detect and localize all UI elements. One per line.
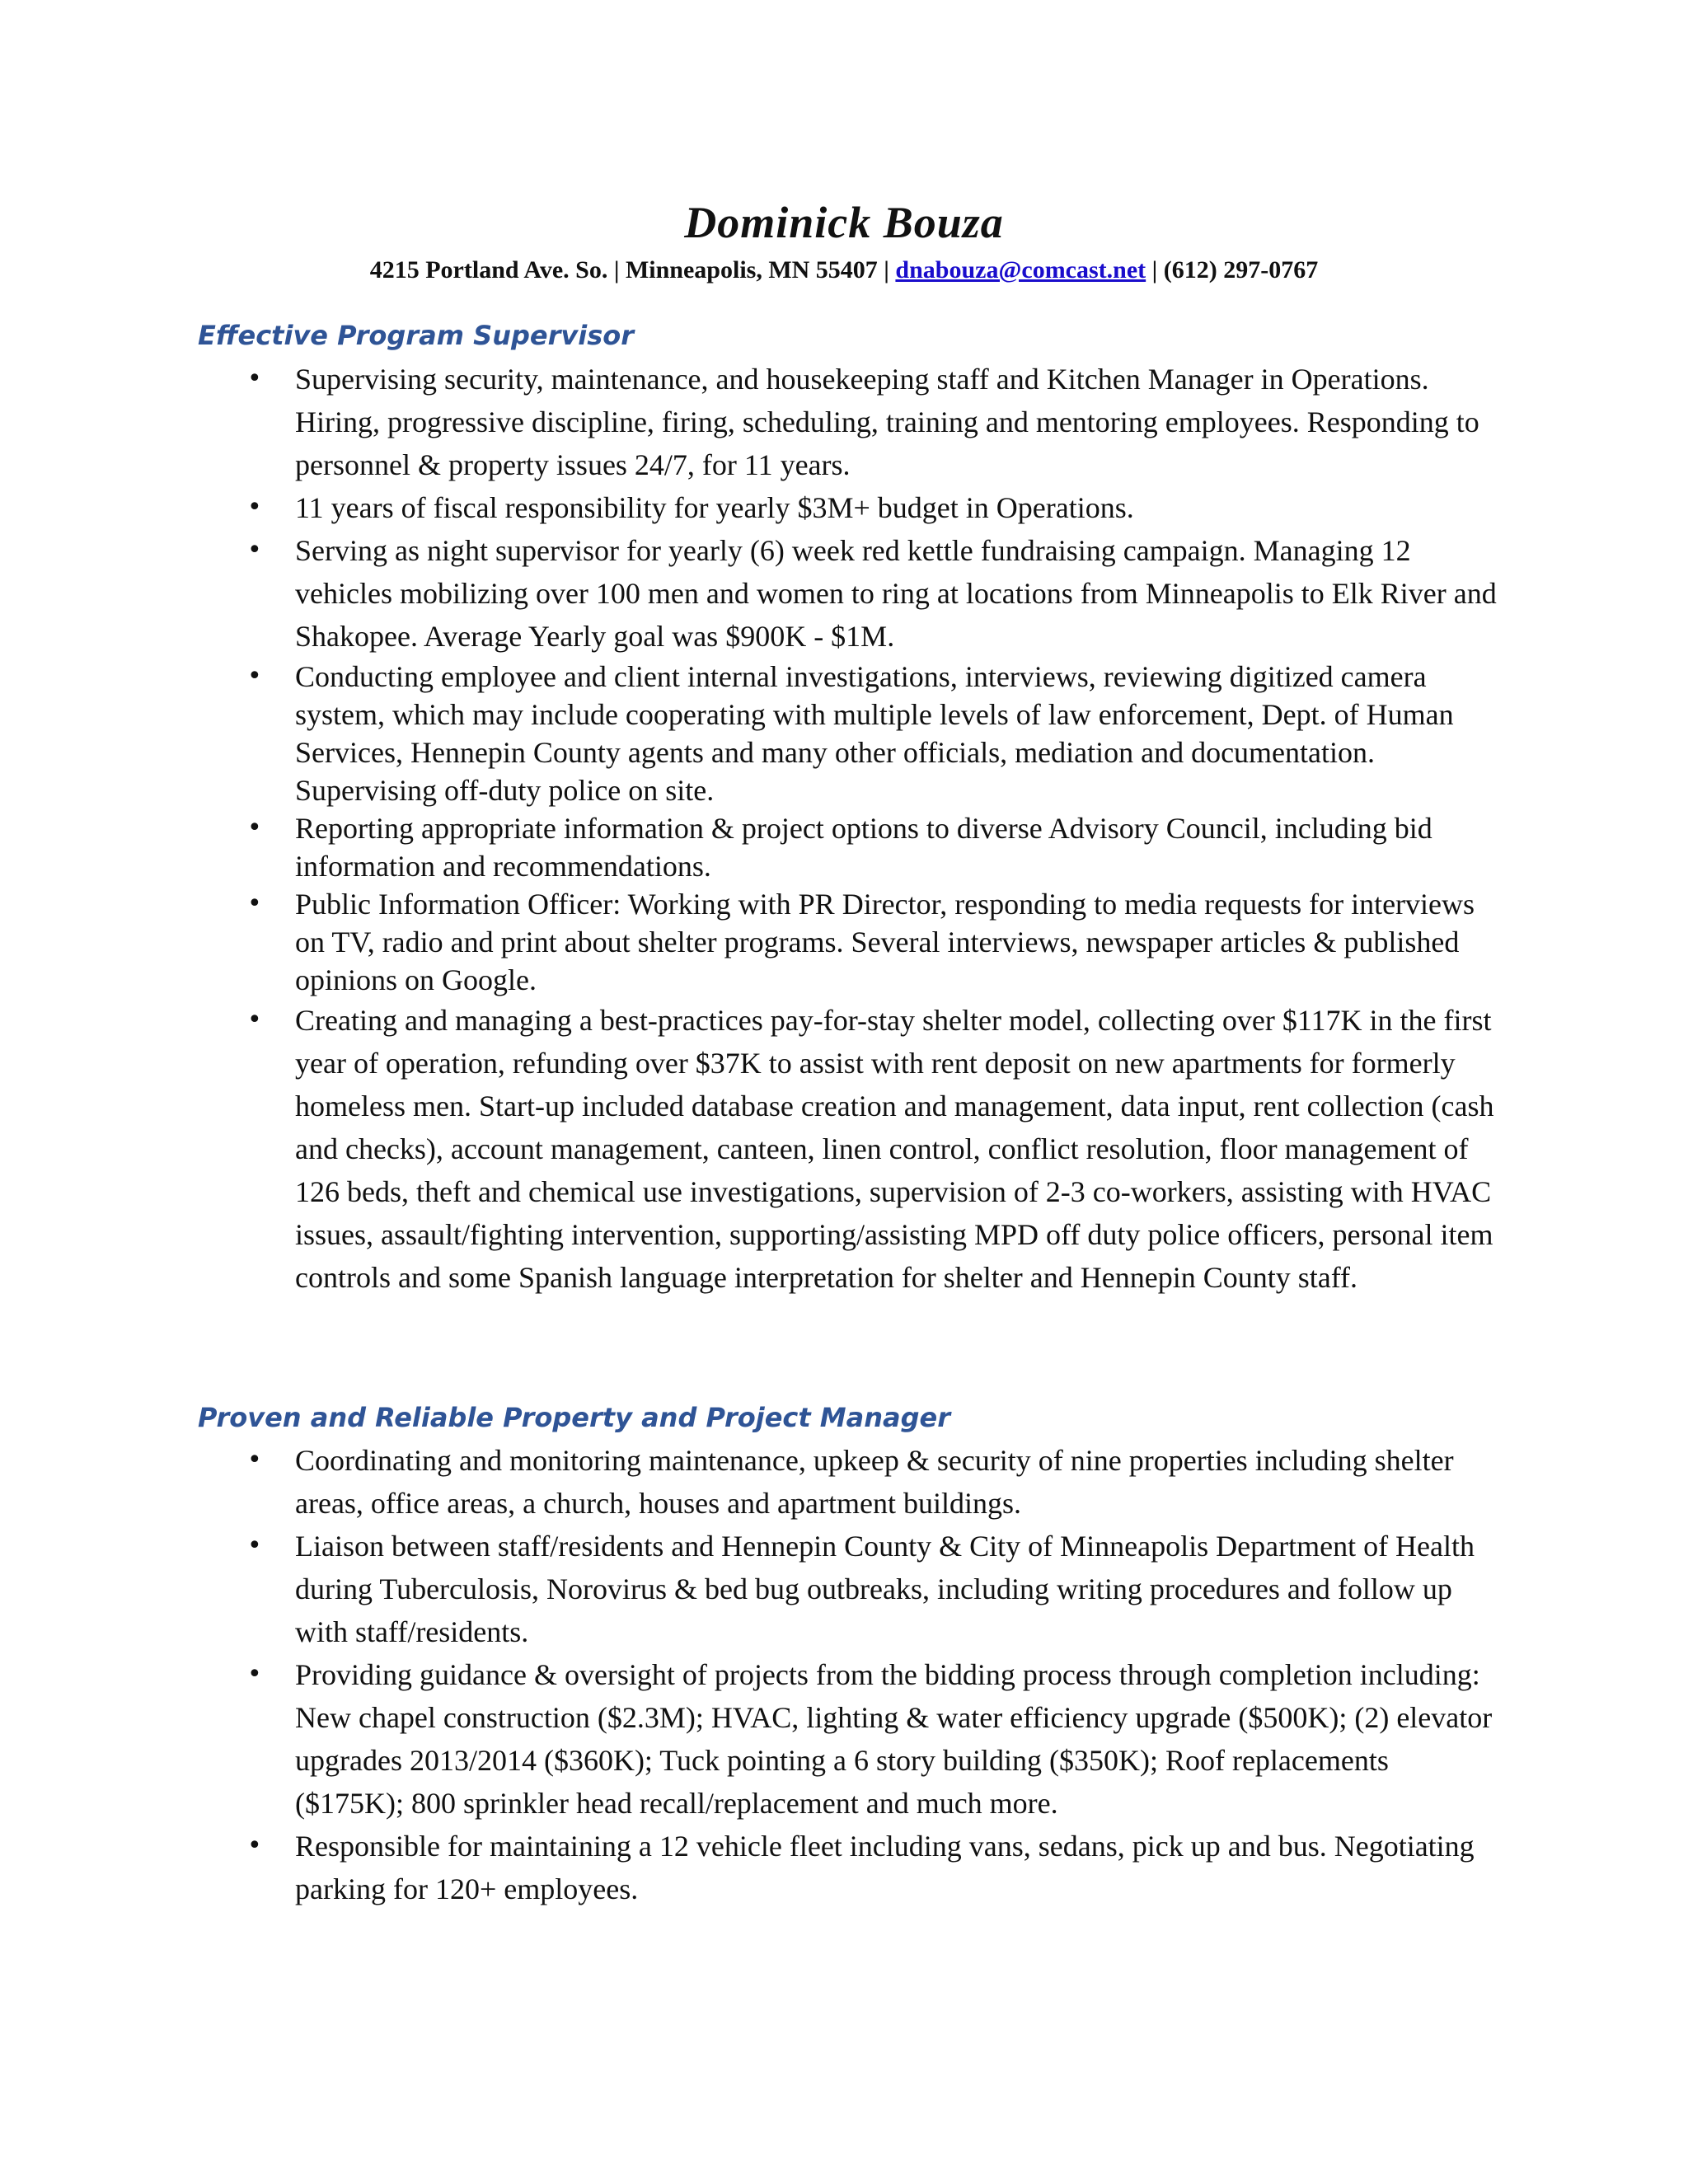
contact-phone: | (612) 297-0767: [1151, 256, 1319, 284]
list-item: [0, 1653, 1498, 1825]
list-item: [0, 999, 1498, 1299]
bullet-text: 11 years of fiscal responsibility for yearly $3M+ budget in Operations.: [295, 491, 1134, 524]
bullet-text: Creating and managing a best-practices pay-for-stay shelter model, collecting over $117K in the first year of operation, refunding over $37K to assist with rent deposit on new apartments for formerly homeless men. Start-up included database creation and management, data input, rent collection (cash and checks), account management, canteen, linen control, conflict resolution, floor management of 126 beds, theft and chemical use investigations, supervision of 2-3 co-workers, assisting with HVAC issues, assault/fighting intervention, supporting/assisting MPD off duty police officers, personal item controls and some Spanish language interpretation for shelter and Hennepin County staff.: [295, 1004, 1494, 1294]
list-item: [0, 809, 1498, 885]
bullet-icon: •: [247, 813, 262, 842]
bullet-text: Serving as night supervisor for yearly (6) week red kettle fundraising campaign. Managing 12 vehicles mobilizing over 100 men and women to ring at locations from Minneapolis to Elk River and Shakopee. Average Yearly goal was $900K - $1M.: [295, 534, 1497, 653]
bullet-icon: •: [247, 1005, 262, 1034]
bullet-text: Responsible for maintaining a 12 vehicle fleet including vans, sedans, pick up and bus. Negotiating parking for 120+ employees.: [295, 1830, 1475, 1905]
list-item: [0, 486, 1498, 529]
bullet-icon: •: [247, 1446, 262, 1474]
list-item: [0, 1825, 1498, 1910]
bullet-text: Reporting appropriate information & project options to diverse Advisory Council, including bid information and recommendations.: [295, 812, 1432, 883]
bullet-icon: •: [247, 1831, 262, 1860]
list-item: [0, 885, 1498, 999]
property-manager-list: [0, 1439, 1688, 1910]
section-heading-program-supervisor: Effective Program Supervisor: [198, 320, 634, 351]
bullet-icon: •: [247, 493, 262, 522]
bullet-text: Conducting employee and client internal investigations, interviews, reviewing digitized camera system, which may include cooperating with multiple levels of law enforcement, Dept. of Human Services, Hennepin County agents and many other officials, mediation and documentation. Supervising off-duty police on site.: [295, 660, 1454, 807]
list-item: [0, 658, 1498, 809]
bullet-icon: •: [247, 536, 262, 565]
bullet-text: Providing guidance & oversight of projects from the bidding process through completion including: New chapel construction ($2.3M); HVAC, lighting & water efficiency upgrade ($500K); (2) elevator upgrades 2013/2014 ($360K); Tuck pointing a 6 story building ($350K); Roof replacements ($175K); 800 sprinkler head recall/replacement and much more.: [295, 1658, 1493, 1820]
list-item: [0, 1525, 1498, 1653]
section-heading-property-manager: Proven and Reliable Property and Project Manager: [198, 1402, 950, 1433]
bullet-icon: •: [247, 364, 262, 393]
candidate-name: Dominick Bouza: [684, 198, 1004, 247]
list-item: [0, 529, 1498, 658]
program-supervisor-list: [0, 358, 1688, 1299]
bullet-text: Public Information Officer: Working with PR Director, responding to media requests for interviews on TV, radio and print about shelter programs. Several interviews, newspaper articles & published opinions on Google.: [295, 888, 1475, 996]
list-item: [0, 1439, 1498, 1525]
contact-address: 4215 Portland Ave. So. | Minneapolis, MN 55407 |: [369, 256, 889, 284]
bullet-text: Liaison between staff/residents and Hennepin County & City of Minneapolis Department of Health during Tuberculosis, Norovirus & bed bug outbreaks, including writing procedures and follow up with staff/residents.: [295, 1530, 1475, 1648]
bullet-icon: •: [247, 1660, 262, 1689]
bullet-icon: •: [247, 662, 262, 691]
bullet-icon: •: [247, 889, 262, 918]
bullet-text: Coordinating and monitoring maintenance, upkeep & security of nine properties including shelter areas, office areas, a church, houses and apartment buildings.: [295, 1444, 1454, 1520]
list-item: [0, 358, 1498, 486]
bullet-icon: •: [247, 1531, 262, 1560]
bullet-text: Supervising security, maintenance, and housekeeping staff and Kitchen Manager in Operations. Hiring, progressive discipline, firing, scheduling, training and mentoring employees. Responding to personnel & property issues 24/7, for 11 years.: [295, 363, 1479, 481]
email-link[interactable]: dnabouza@comcast.net: [895, 256, 1146, 284]
contact-line: [0, 254, 1688, 287]
